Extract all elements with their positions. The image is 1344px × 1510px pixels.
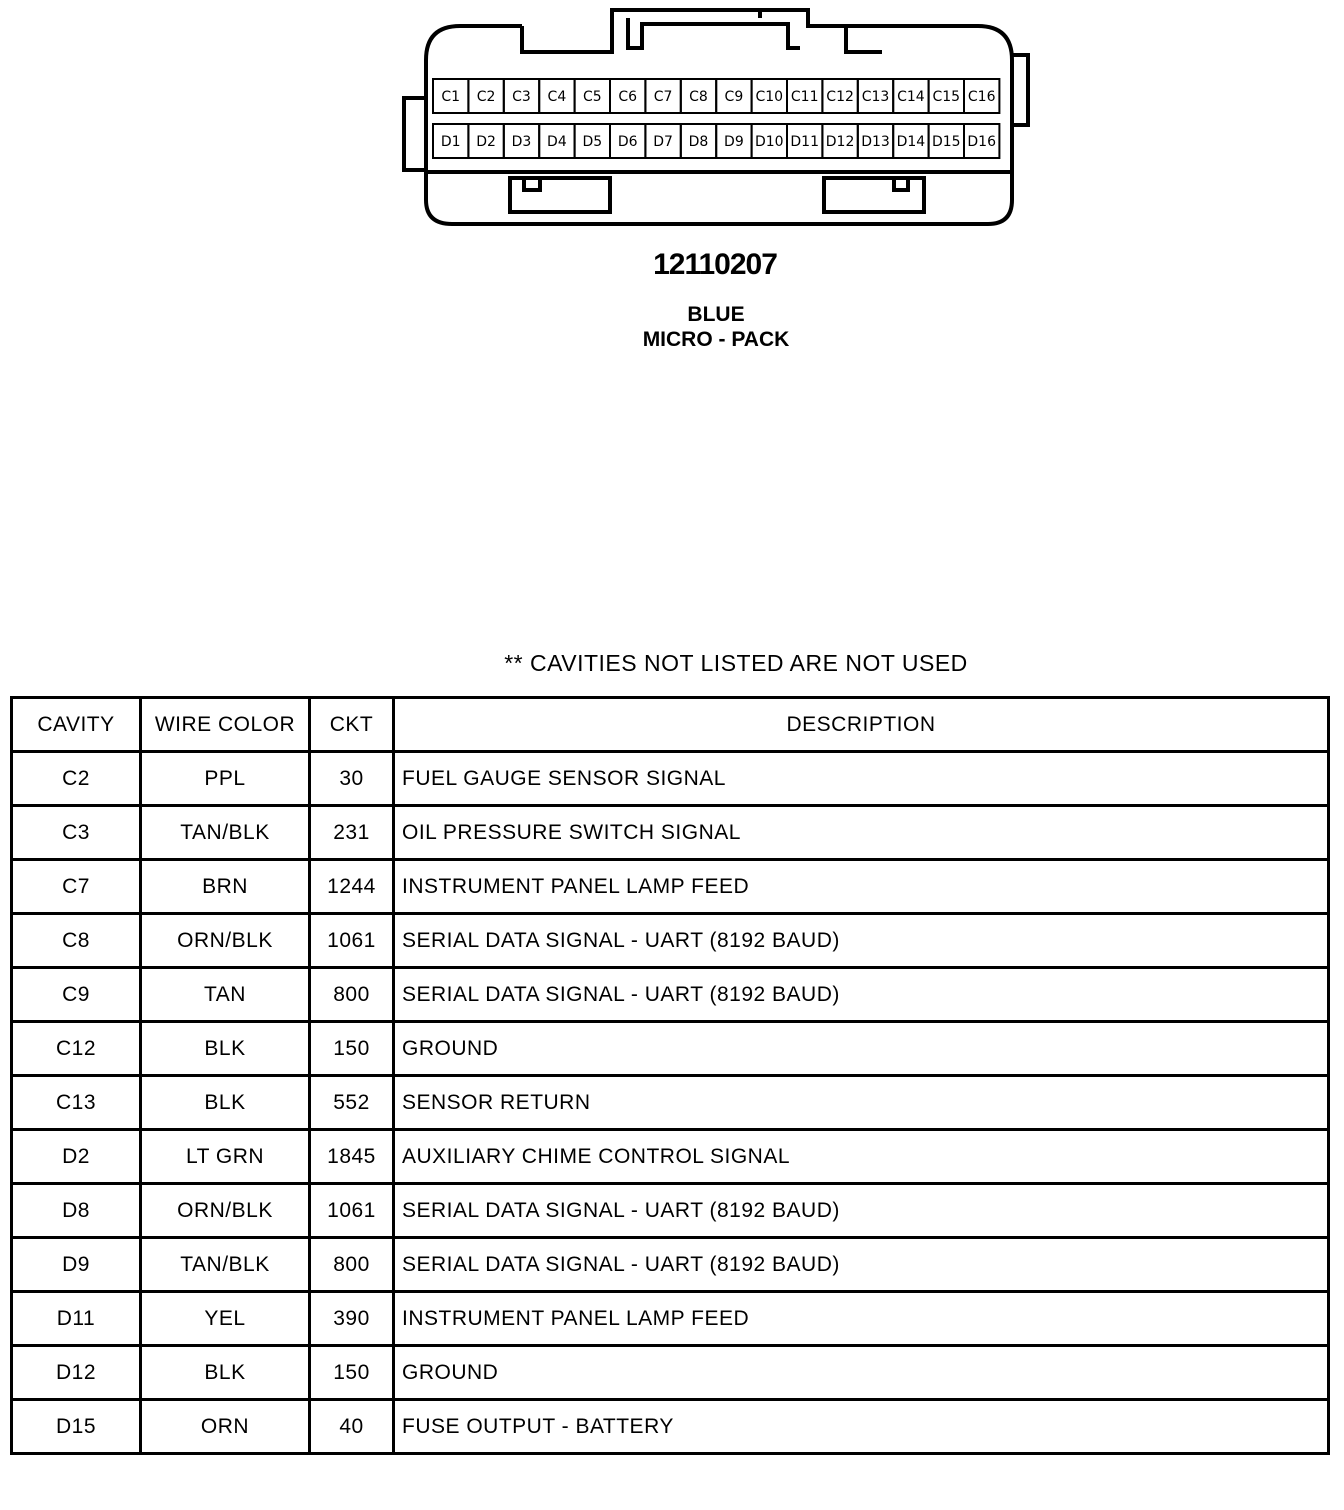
cell-cavity: C7 — [12, 860, 141, 914]
cell-cavity: D15 — [12, 1400, 141, 1454]
pin-label: D3 — [511, 134, 532, 150]
table-row — [12, 1076, 1329, 1130]
connector-diagram — [0, 0, 1344, 240]
cell-ckt: 800 — [310, 968, 394, 1022]
cell-wire-color: BLK — [141, 1076, 310, 1130]
pin-label: C1 — [441, 89, 461, 105]
cell-description: SENSOR RETURN — [394, 1076, 1329, 1130]
pin-label: D2 — [476, 134, 496, 150]
cell-ckt: 1061 — [310, 1184, 394, 1238]
pin-label: D13 — [861, 134, 890, 150]
cell-ckt: 800 — [310, 1238, 394, 1292]
cell-wire-color: ORN — [141, 1400, 310, 1454]
cell-ckt: 150 — [310, 1022, 394, 1076]
table-header-row — [12, 698, 1329, 752]
table-row — [12, 1184, 1329, 1238]
connector-color: BLUE — [687, 303, 745, 326]
pin-label: C4 — [547, 89, 567, 105]
table-body — [12, 752, 1329, 1454]
table-row — [12, 1130, 1329, 1184]
table-row — [12, 1022, 1329, 1076]
cell-wire-color: BRN — [141, 860, 310, 914]
table-row — [12, 860, 1329, 914]
pin-label: C14 — [897, 89, 925, 105]
connector-housing — [404, 10, 1028, 224]
cell-cavity: C9 — [12, 968, 141, 1022]
pin-label: D1 — [440, 134, 461, 150]
header-description: DESCRIPTION — [394, 698, 1329, 752]
pin-label: C15 — [932, 89, 961, 105]
cell-ckt: 231 — [310, 806, 394, 860]
pin-label: D12 — [825, 134, 855, 150]
cell-wire-color: ORN/BLK — [141, 1184, 310, 1238]
cell-cavity: C12 — [12, 1022, 141, 1076]
pin-label: C5 — [582, 89, 602, 105]
cell-wire-color: TAN — [141, 968, 310, 1022]
cell-description: FUEL GAUGE SENSOR SIGNAL — [394, 752, 1329, 806]
cell-description: SERIAL DATA SIGNAL - UART (8192 BAUD) — [394, 1184, 1329, 1238]
cell-wire-color: PPL — [141, 752, 310, 806]
cell-cavity: D9 — [12, 1238, 141, 1292]
pin-label: D4 — [547, 134, 567, 150]
cell-description: GROUND — [394, 1346, 1329, 1400]
pinout-table — [10, 696, 1330, 1455]
cell-ckt: 552 — [310, 1076, 394, 1130]
part-number: 12110207 — [653, 248, 777, 281]
cell-ckt: 150 — [310, 1346, 394, 1400]
cell-cavity: C8 — [12, 914, 141, 968]
pin-label: D10 — [754, 134, 784, 150]
pin-label: C7 — [653, 89, 673, 105]
pin-label: D11 — [790, 134, 820, 150]
pin-label: C8 — [689, 89, 708, 105]
cell-ckt: 30 — [310, 752, 394, 806]
pin-label: D5 — [582, 134, 603, 150]
cell-wire-color: TAN/BLK — [141, 806, 310, 860]
pin-label: C16 — [967, 89, 996, 105]
table-row — [12, 1292, 1329, 1346]
cell-cavity: C13 — [12, 1076, 141, 1130]
cell-cavity: C2 — [12, 752, 141, 806]
cell-description: INSTRUMENT PANEL LAMP FEED — [394, 1292, 1329, 1346]
cell-cavity: D12 — [12, 1346, 141, 1400]
table-row — [12, 1238, 1329, 1292]
table-row — [12, 806, 1329, 860]
cell-description: SERIAL DATA SIGNAL - UART (8192 BAUD) — [394, 968, 1329, 1022]
pin-label: D14 — [896, 134, 926, 150]
pin-grid — [433, 79, 999, 158]
cell-ckt: 40 — [310, 1400, 394, 1454]
cell-cavity: D2 — [12, 1130, 141, 1184]
pin-label: D7 — [653, 134, 673, 150]
cell-ckt: 1845 — [310, 1130, 394, 1184]
cell-ckt: 390 — [310, 1292, 394, 1346]
pin-label: D8 — [688, 134, 709, 150]
cell-description: AUXILIARY CHIME CONTROL SIGNAL — [394, 1130, 1329, 1184]
pin-label: D15 — [931, 134, 961, 150]
table-row — [12, 914, 1329, 968]
cell-wire-color: TAN/BLK — [141, 1238, 310, 1292]
cell-description: FUSE OUTPUT - BATTERY — [394, 1400, 1329, 1454]
pin-label: D16 — [967, 134, 997, 150]
cell-description: INSTRUMENT PANEL LAMP FEED — [394, 860, 1329, 914]
unused-cavities-note: ** CAVITIES NOT LISTED ARE NOT USED — [504, 650, 968, 676]
pin-label: C6 — [618, 89, 638, 105]
cell-description: SERIAL DATA SIGNAL - UART (8192 BAUD) — [394, 914, 1329, 968]
table-row — [12, 1346, 1329, 1400]
pin-label: C11 — [790, 89, 819, 105]
pin-label: C12 — [826, 89, 854, 105]
pin-label: C10 — [755, 89, 784, 105]
header-ckt: CKT — [310, 698, 394, 752]
cell-description: OIL PRESSURE SWITCH SIGNAL — [394, 806, 1329, 860]
cell-wire-color: BLK — [141, 1022, 310, 1076]
cell-wire-color: ORN/BLK — [141, 914, 310, 968]
cell-wire-color: YEL — [141, 1292, 310, 1346]
pin-label: D9 — [724, 134, 744, 150]
pin-label: C2 — [476, 89, 496, 105]
table-row — [12, 1400, 1329, 1454]
pin-label: C9 — [724, 89, 744, 105]
cell-ckt: 1244 — [310, 860, 394, 914]
cell-cavity: D11 — [12, 1292, 141, 1346]
pin-label: C3 — [512, 89, 531, 105]
pin-label: D6 — [617, 134, 638, 150]
table-row — [12, 752, 1329, 806]
connector-type: MICRO - PACK — [642, 328, 790, 351]
cell-wire-color: LT GRN — [141, 1130, 310, 1184]
pin-label: C13 — [861, 89, 890, 105]
cell-cavity: D8 — [12, 1184, 141, 1238]
cell-cavity: C3 — [12, 806, 141, 860]
header-wire-color: WIRE COLOR — [141, 698, 310, 752]
cell-description: SERIAL DATA SIGNAL - UART (8192 BAUD) — [394, 1238, 1329, 1292]
header-cavity: CAVITY — [12, 698, 141, 752]
cell-wire-color: BLK — [141, 1346, 310, 1400]
cell-description: GROUND — [394, 1022, 1329, 1076]
table-row — [12, 968, 1329, 1022]
cell-ckt: 1061 — [310, 914, 394, 968]
